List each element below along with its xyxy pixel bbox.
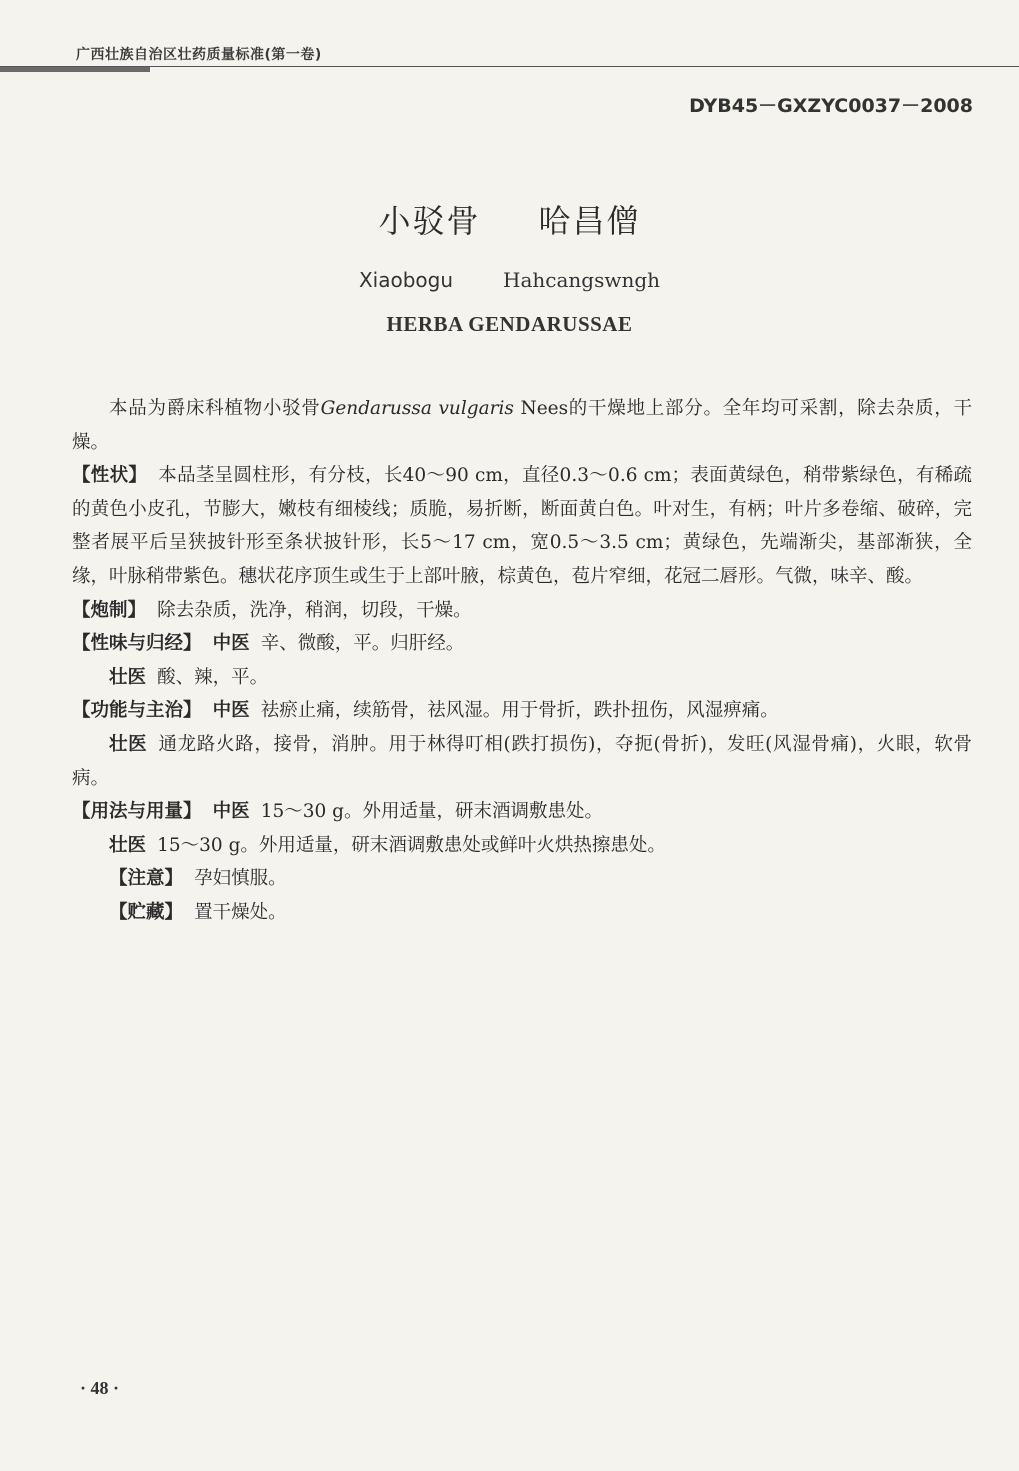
name-zhuang: 哈昌僧 — [538, 202, 641, 240]
section-label: 【性状】 — [72, 465, 148, 487]
section-processing — [72, 594, 972, 628]
tcm-text: 祛瘀止痛，续筋骨，祛风湿。用于骨折，跌扑扭伤，风湿痹痛。 — [260, 700, 779, 722]
section-label: 【贮藏】 — [109, 901, 184, 923]
name-pinyin: Xiaobogu — [358, 268, 454, 292]
monograph-title-block — [0, 196, 1019, 337]
zhuang-label: 壮医 — [109, 834, 147, 856]
tcm-text: 辛、微酸，平。归肝经。 — [260, 633, 465, 655]
header-rule-accent — [0, 67, 150, 72]
section-text: 除去杂质，洗净，稍润，切段，干燥。 — [157, 599, 472, 621]
tcm-label: 中医 — [212, 801, 250, 823]
section-nature-meridian — [72, 627, 972, 661]
header-rule — [0, 66, 1019, 67]
standard-number: DYB45－GXZYC0037－2008 — [689, 95, 973, 117]
zhuang-text: 15～30 g。外用适量，研末酒调敷患处或鲜叶火烘热擦患处。 — [157, 834, 666, 856]
species-name: Gendarussa vulgaris — [320, 398, 514, 419]
section-text: 置干燥处。 — [194, 901, 287, 923]
tcm-text: 15～30 g。外用适量，研末酒调敷患处。 — [260, 801, 604, 823]
section-label: 【炮制】 — [72, 599, 147, 621]
zhuang-medicine-entry — [72, 728, 972, 795]
monograph-title-romanized — [0, 268, 1019, 292]
zhuang-medicine-entry — [72, 829, 972, 863]
page-number: · 48 · — [80, 1378, 120, 1398]
section-storage — [72, 896, 972, 930]
intro-text: 本品为爵床科植物小驳骨 — [109, 398, 321, 419]
tcm-label: 中医 — [212, 700, 250, 722]
zhuang-label: 壮医 — [109, 733, 148, 755]
section-text: 本品茎呈圆柱形，有分枝，长40～90 cm，直径0.3～0.6 cm；表面黄绿色，稍带紫绿色，有稀疏的黄色小皮孔，节膨大，嫩枝有细棱线；质脆，易折断，断面黄白色。叶对生，有柄；叶片多卷缩、破碎，完整者展平后呈狭披针形至条状披针形，长5～17 cm，宽0.5～3.5 cm；黄绿色，先端渐尖，基部渐狭，全缘，叶脉稍带紫色。穗状花序顶生或生于上部叶腋，棕黄色，苞片窄细，花冠二唇形。气微，味辛、酸。 — [72, 465, 972, 587]
monograph-title-zh — [0, 196, 1019, 242]
name-zhuang-romanized: Hahcangswngh — [503, 268, 661, 292]
section-label: 【注意】 — [109, 868, 184, 890]
zhuang-text: 酸、辣，平。 — [157, 666, 269, 688]
section-label: 【用法与用量】 — [72, 801, 202, 823]
section-label: 【功能与主治】 — [72, 700, 202, 722]
section-characters — [72, 459, 972, 593]
name-latin: HERBA GENDARUSSAE — [386, 312, 633, 336]
book-title: 广西壮族自治区壮药质量标准(第一卷) — [76, 47, 322, 63]
section-functions — [72, 694, 972, 728]
tcm-label: 中医 — [212, 633, 250, 655]
zhuang-medicine-entry — [72, 661, 972, 695]
section-precautions — [72, 862, 972, 896]
intro-paragraph — [72, 392, 972, 459]
section-text: 孕妇慎服。 — [194, 868, 287, 890]
zhuang-text: 通龙路火路，接骨，消肿。用于林得叮相(跌打损伤)，夺扼(骨折)，发旺(风湿骨痛)，火眼，软骨病。 — [72, 733, 972, 789]
section-label: 【性味与归经】 — [72, 633, 202, 655]
intro-text-cont: Nees的干燥地上部分。全年均可采割，除去杂质，干燥。 — [72, 398, 972, 453]
monograph-body — [72, 392, 972, 930]
zhuang-label: 壮医 — [109, 666, 147, 688]
name-chinese: 小驳骨 — [378, 202, 481, 240]
running-header — [0, 38, 1019, 74]
section-dosage — [72, 795, 972, 829]
